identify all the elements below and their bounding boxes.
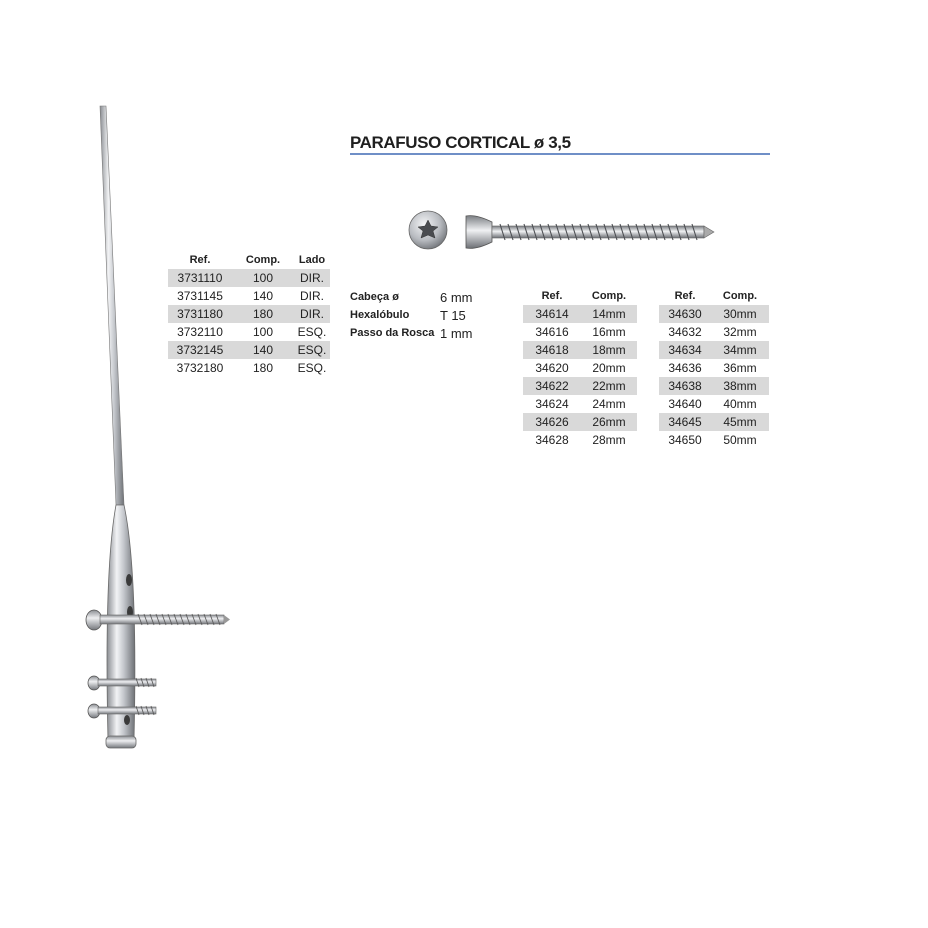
cell-ref: 34628 — [535, 433, 569, 447]
cell-comp: 22mm — [581, 377, 637, 395]
header-comp: Comp. — [245, 254, 281, 266]
cell-comp: 36mm — [723, 361, 757, 375]
table-row — [168, 269, 330, 287]
cell-comp: 28mm — [592, 433, 626, 447]
cell-comp: 100 — [232, 269, 294, 287]
table-row — [523, 305, 769, 323]
cell-lado: DIR. — [294, 269, 330, 287]
cell-ref: 34616 — [535, 325, 569, 339]
cell-comp: 50mm — [723, 433, 757, 447]
cell-ref: 3732145 — [168, 341, 232, 359]
property-row — [350, 306, 473, 324]
table-row — [168, 323, 330, 341]
property-label: Cabeça ø — [350, 291, 399, 303]
cell-lado: ESQ. — [294, 341, 330, 359]
cell-ref: 34618 — [523, 341, 581, 359]
screw-table — [523, 287, 769, 449]
header-comp-2: Comp. — [722, 290, 758, 302]
table-row — [168, 287, 330, 305]
cell-comp: 140 — [252, 289, 274, 303]
cell-ref: 34645 — [659, 413, 711, 431]
nail-illustration — [80, 100, 240, 760]
table-header-row — [523, 287, 769, 305]
table-row — [523, 341, 769, 359]
table-row — [523, 431, 769, 449]
cell-ref: 3732180 — [176, 361, 224, 375]
cell-ref: 34632 — [668, 325, 702, 339]
cell-ref: 34620 — [535, 361, 569, 375]
page-title: PARAFUSO CORTICAL ø 3,5 — [350, 133, 571, 152]
table-row — [523, 377, 769, 395]
cell-ref: 34614 — [523, 305, 581, 323]
cell-ref: 3731180 — [168, 305, 232, 323]
cell-comp: 20mm — [592, 361, 626, 375]
property-value: T 15 — [440, 307, 466, 323]
table-row — [168, 341, 330, 359]
cell-ref: 3731110 — [168, 269, 232, 287]
cell-ref: 34636 — [668, 361, 702, 375]
header-ref: Ref. — [189, 254, 211, 266]
property-row — [350, 324, 473, 342]
cell-lado: DIR. — [294, 305, 330, 323]
table-row — [523, 395, 769, 413]
screw-head-illustration — [406, 208, 450, 252]
cell-comp: 180 — [232, 305, 294, 323]
title-underline — [350, 153, 770, 155]
cell-comp: 180 — [252, 361, 274, 375]
property-label: Hexalóbulo — [350, 309, 410, 321]
cell-comp: 140 — [232, 341, 294, 359]
cell-lado: DIR. — [300, 289, 324, 303]
table-row — [523, 413, 769, 431]
cell-comp: 24mm — [592, 397, 626, 411]
header-ref-2: Ref. — [674, 290, 696, 302]
nail-rod — [100, 106, 124, 505]
cell-comp: 38mm — [711, 377, 769, 395]
property-value: 1 mm — [440, 325, 473, 341]
header-ref: Ref. — [541, 290, 563, 302]
cell-ref: 34624 — [535, 397, 569, 411]
cell-ref: 34638 — [659, 377, 711, 395]
property-value: 6 mm — [440, 289, 473, 305]
property-row — [350, 288, 473, 306]
cell-comp: 30mm — [711, 305, 769, 323]
cell-comp: 45mm — [711, 413, 769, 431]
cell-ref: 34650 — [668, 433, 702, 447]
screw-properties — [350, 288, 473, 342]
cell-ref: 34640 — [668, 397, 702, 411]
cell-comp: 14mm — [581, 305, 637, 323]
property-label: Passo da Rosca — [350, 327, 435, 339]
cell-comp: 26mm — [581, 413, 637, 431]
cell-comp: 100 — [252, 325, 274, 339]
nail-table — [168, 251, 330, 377]
cell-comp: 16mm — [592, 325, 626, 339]
table-row — [523, 323, 769, 341]
cell-ref: 34626 — [523, 413, 581, 431]
cell-lado: ESQ. — [297, 325, 327, 339]
cell-comp: 34mm — [711, 341, 769, 359]
cell-comp: 32mm — [723, 325, 757, 339]
cell-lado: ESQ. — [297, 361, 327, 375]
table-row — [523, 359, 769, 377]
cell-ref: 3732110 — [177, 325, 223, 339]
table-header-row — [168, 251, 330, 269]
cell-ref: 34630 — [659, 305, 711, 323]
header-comp: Comp. — [591, 290, 627, 302]
cell-comp: 40mm — [723, 397, 757, 411]
cell-comp: 18mm — [581, 341, 637, 359]
cell-ref: 34634 — [659, 341, 711, 359]
cell-ref: 34622 — [523, 377, 581, 395]
header-lado: Lado — [298, 254, 326, 266]
table-row — [168, 359, 330, 377]
screw-side-illustration — [462, 212, 718, 252]
table-row — [168, 305, 330, 323]
cell-ref: 3731145 — [177, 289, 223, 303]
